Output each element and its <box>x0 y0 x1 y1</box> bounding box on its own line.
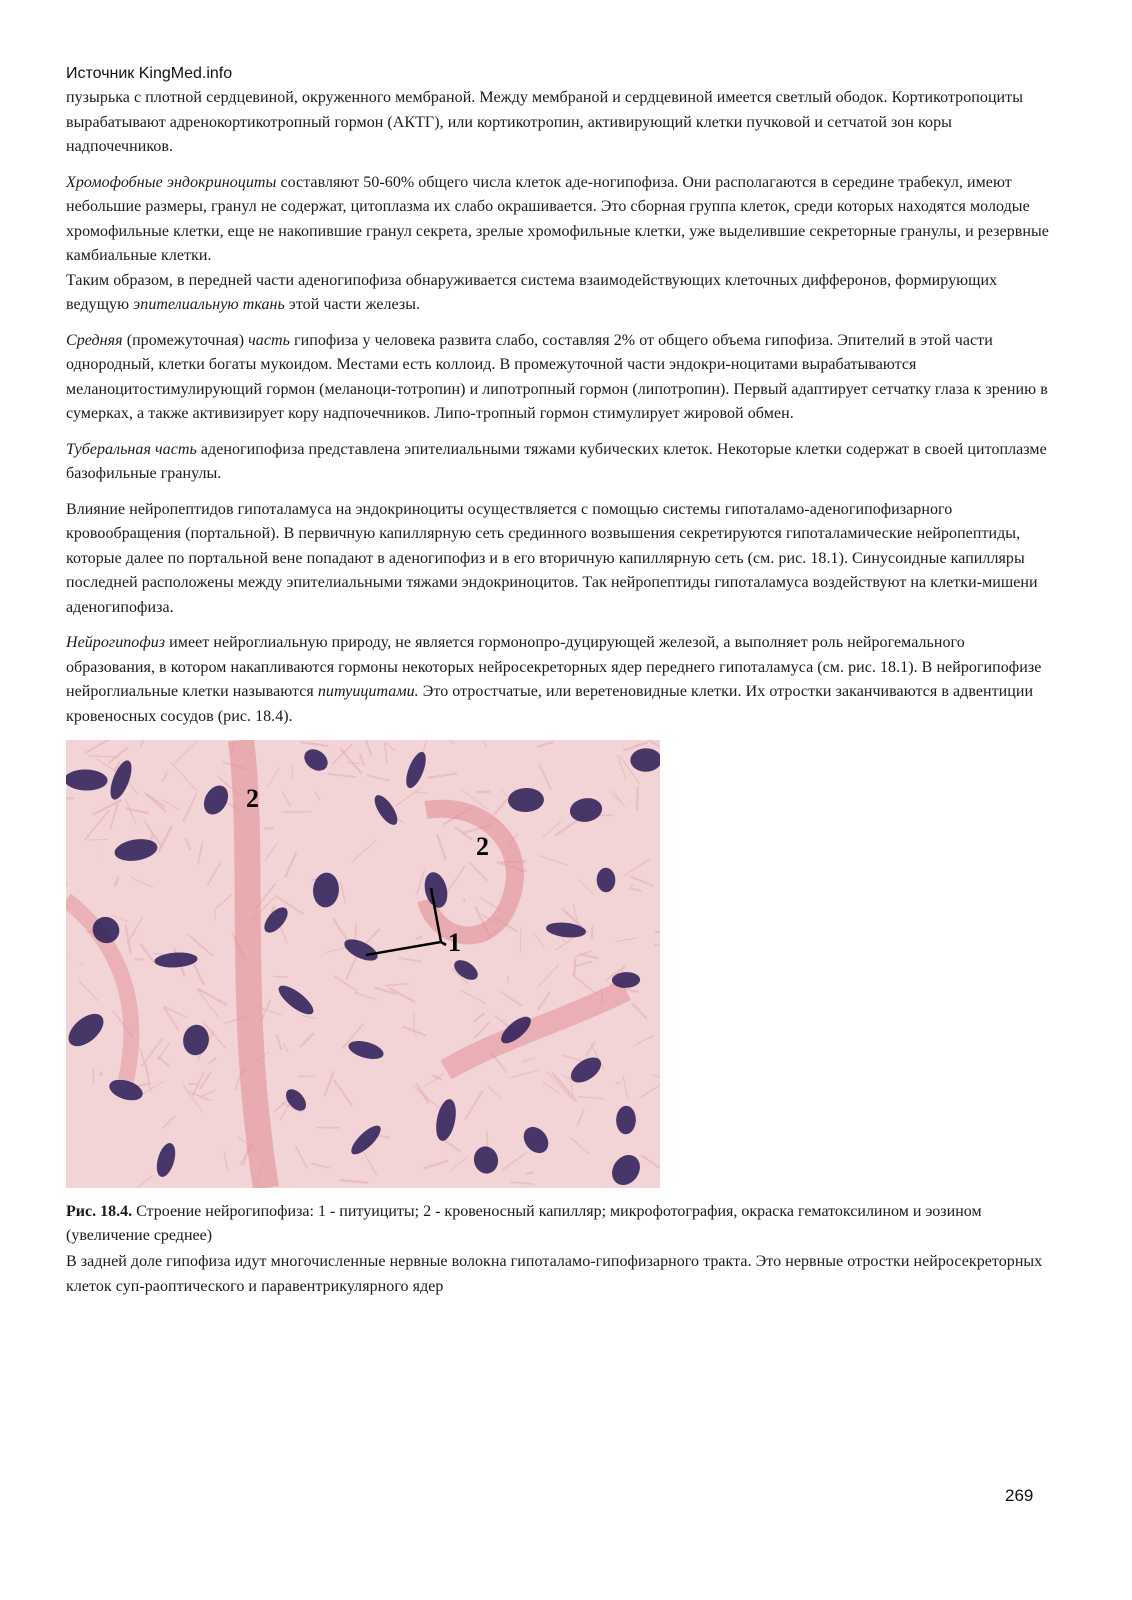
micrograph-image <box>66 740 660 1188</box>
paragraph-posterior-lobe: В задней доле гипофиза идут многочисленные нервные волокна гипоталамо-гипофизарного тракта. Это нервные отростки нейросекреторных клеток суп-раоптического и паравентрикулярного ядер <box>66 1253 1043 1295</box>
label-capillary-right: 2 <box>476 832 489 861</box>
tissue-fiber <box>520 927 521 952</box>
tissue-fiber <box>637 787 638 811</box>
micrograph-figure <box>66 740 660 1188</box>
figure-caption: Рис. 18.4. Строение нейрогипофиза: 1 - питуициты; 2 - кровеносный капилляр; микрофотография, окраска гематоксилином и эозином (увеличение среднее) <box>66 1203 982 1244</box>
tissue-fiber <box>88 756 117 757</box>
term-tuberal-part: Туберальная часть <box>66 440 197 458</box>
page-number: 269 <box>1005 1486 1034 1505</box>
term-middle: Средняя <box>66 331 123 349</box>
source-header: Источник KingMed.info <box>66 65 233 82</box>
paragraph-neurohypophysis: Нейрогипофиз имеет нейроглиальную природу, не является гормонопро-дуцирующей железой, а выполняет роль нейрогемального образования, в котором накапливаются гормоны некоторых нейросекреторных ядер переднего гипоталамуса (см. рис. 18.1). В нейрогипофизе нейроглиальные клетки называются питуицитами. Это отростчатые, или веретеновидные клетки. Их отростки заканчиваются в адвентиции кровеносных сосудов (рис. 18.4). <box>66 634 1042 725</box>
label-pituicytes: 1 <box>448 928 461 957</box>
tissue-fiber <box>87 839 108 840</box>
tissue-fiber <box>273 976 287 977</box>
paragraph-tuberal-part: Туберальная часть аденогипофиза представлена эпителиальными тяжами кубических клеток. Некоторые клетки содержат в своей цитоплазме базофильные гранулы. <box>66 440 1047 482</box>
term-chromophobe: Хромофобные эндокриноциты <box>66 173 277 191</box>
tissue-fiber <box>264 828 274 829</box>
tissue-fiber <box>414 1012 415 1036</box>
term-part: часть <box>248 331 290 349</box>
tissue-fiber <box>574 958 575 976</box>
tissue-fiber <box>283 812 312 813</box>
tissue-fiber <box>215 910 216 920</box>
paragraph-summary: Таким образом, в передней части аденогипофиза обнаруживается система взаимодействующих клеточных дифферонов, формирующих ведущую эпителиальную ткань этой части железы. <box>66 271 998 313</box>
label-capillary-left: 2 <box>246 784 259 813</box>
tissue-fiber <box>526 1172 533 1173</box>
term-pituicytes: питуицитами. <box>317 683 419 700</box>
caption-figure-number: Рис. 18.4. <box>66 1203 133 1220</box>
tissue-fiber <box>464 899 465 902</box>
paragraph-portal-circulation: Влияние нейропептидов гипоталамуса на эндокриноциты осуществляется с помощью системы гипоталамо-аденогипофизарного кровообращения (портальной). В первичную капиллярную сеть срединного возвышения секретируются гипоталамические нейропептиды, которые далее по портальной вене попадают в аденогипофиз и в его вторичную капиллярную сеть (см. рис. 18.1). Синусоидные капилляры последней расположены между эпителиальными тяжами эндокриноцитов. Так нейропептиды гипоталамуса воздействуют на клетки-мишени аденогипофиза. <box>66 500 1038 616</box>
page-content <box>66 64 1056 1310</box>
paragraph-intermediate-part: Средняя (промежуточная) часть гипофиза у человека развита слабо, составляя 2% от общего объема гипофиза. Эпителий в этой части однородный, клетки богаты мукоидом. Местами есть коллоид. В промежуточной части эндокри-ноцитами вырабатываются меланоцитостимулирующий гормон (меланоци-тотропин) и липотропный гормон (липотропин). Первый адаптирует сетчатку глаза к зрению в сумерках, а также активизирует кору надпочечников. Липо-тропный гормон стимулирует жировой обмен. <box>66 331 1048 422</box>
paragraph-chromophobe: Хромофобные эндокриноциты составляют 50-60% общего числа клеток аде-ногипофиза. Они располагаются в середине трабекул, имеют небольшие размеры, гранул не содержат, цитоплазма их слабо окрашивается. Это сборная группа клеток, среди которых находятся молодые хромофильные клетки, еще не накопившие гранул секрета, зрелые хромофильные клетки, уже выделившие секреторные гранулы, и резервные камбиальные клетки. <box>66 173 1049 264</box>
term-epithelial-tissue: эпителиальную ткань <box>133 296 285 313</box>
term-neurohypophysis: Нейрогипофиз <box>66 634 166 651</box>
paragraph-corticotropocytes: пузырька с плотной сердцевиной, окруженного мембраной. Между мембраной и сердцевиной имеется светлый ободок. Кортикотропоциты вырабатывают адренокортикотропный гормон (АКТГ), или кортикотропин, активирующий клетки пучковой и сетчатой зон коры надпочечников. <box>66 89 1024 155</box>
